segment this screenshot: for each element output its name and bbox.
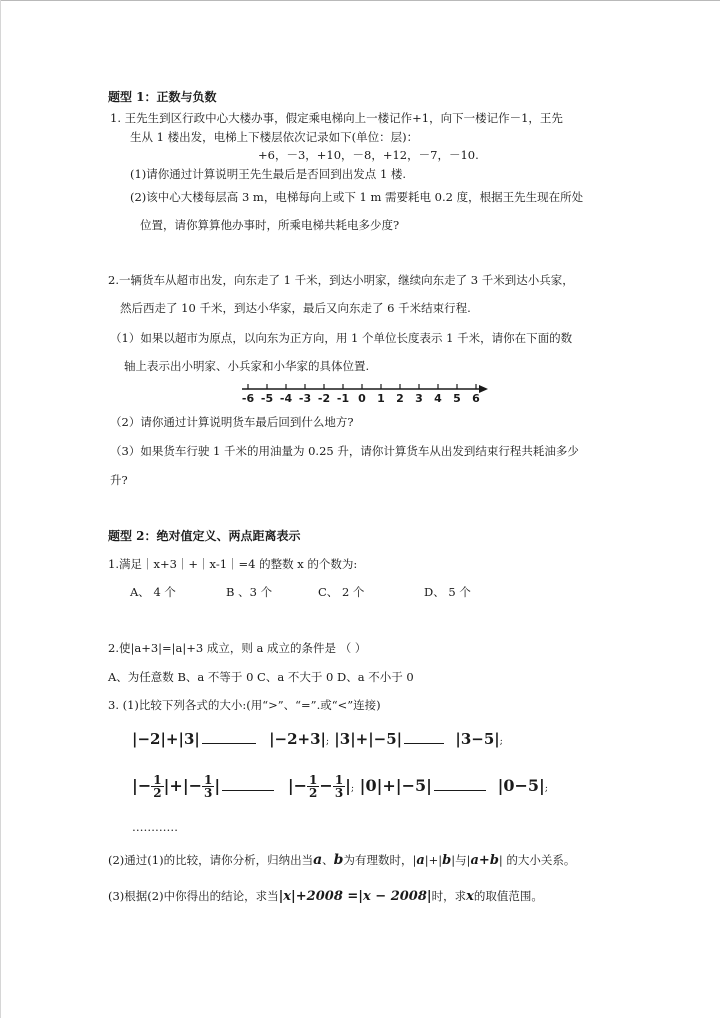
compare-row-2 bbox=[132, 769, 548, 806]
s2-q1-stem: 1.满足｜x+3｜+｜x-1｜=4 的整数 x 的个数为: bbox=[108, 557, 358, 571]
separator: ; bbox=[351, 784, 355, 794]
answer-blank-1[interactable] bbox=[202, 742, 256, 744]
axis-tick-label: 2 bbox=[396, 392, 404, 405]
q1-sub1: (1)请你通过计算说明王先生最后是否回到出发点 1 楼. bbox=[130, 167, 407, 181]
q2-sub1-line2: 轴上表示出小明家、小兵家和小华家的具体位置. bbox=[124, 359, 370, 373]
page-border-top bbox=[0, 0, 720, 1]
axis-tick-label: 3 bbox=[415, 392, 423, 405]
separator: ; bbox=[326, 737, 330, 747]
axis-tick-label: 0 bbox=[358, 392, 366, 405]
abs-close: |+|− bbox=[163, 776, 203, 795]
s2-q2-options: A、为任意数 B、a 不等于 0 C、a 不大于 0 D、a 不小于 0 bbox=[108, 670, 414, 684]
fraction-one-third: $\frac{1}{3}$ bbox=[334, 773, 344, 800]
s2-q1-option-a: A、 4 个 bbox=[130, 585, 176, 599]
fraction-one-half: $\frac{1}{2}$ bbox=[153, 773, 162, 800]
s2-q1-option-b: B 、3 个 bbox=[226, 585, 273, 599]
q1-sub2-line2: 位置，请你算算他办事时，所乘电梯共耗电多少度? bbox=[140, 218, 400, 232]
axis-tick-label: -3 bbox=[298, 392, 312, 405]
abs-close: | bbox=[345, 776, 351, 795]
axis-tick-label: 1 bbox=[377, 392, 385, 405]
separator: ; bbox=[544, 784, 548, 794]
axis-tick-label: -4 bbox=[279, 392, 293, 405]
fraction-one-third: $\frac{1}{3}$ bbox=[204, 773, 213, 800]
section1-title: 题型 1：正数与负数 bbox=[108, 90, 217, 104]
q1-records: +6，－3，+10，－8，+12，－7，－10. bbox=[258, 148, 479, 162]
q2-line1: 2.一辆货车从超市出发，向东走了 1 千米，到达小明家，继续向东走了 3 千米到达小兵家， bbox=[108, 273, 574, 287]
section2-title: 题型 2：绝对值定义、两点距离表示 bbox=[108, 529, 301, 543]
s2-q1-option-d: D、 5 个 bbox=[424, 585, 471, 599]
axis-tick-label: -5 bbox=[260, 392, 274, 405]
axis-tick-label: 5 bbox=[453, 392, 461, 405]
expr-abs-neg2plus3: |−2+3| bbox=[269, 730, 327, 748]
abs-open: |− bbox=[132, 776, 152, 795]
q2-sub3-line2: 升? bbox=[110, 473, 128, 487]
s2-q2-stem: 2.使|a+3|=|a|+3 成立，则 a 成立的条件是 （ ） bbox=[108, 641, 367, 655]
number-line bbox=[236, 380, 494, 406]
axis-tick-label: -2 bbox=[317, 392, 331, 405]
abs-open: |− bbox=[287, 776, 308, 795]
ellipsis: ………… bbox=[132, 820, 178, 834]
q1-line2: 生从 1 楼出发，电梯上下楼层依次记录如下(单位：层)： bbox=[130, 130, 419, 144]
expr-abs0-plus-abs-neg5: |0|+|−5| bbox=[359, 776, 432, 795]
q2-sub1-line1: （1）如果以超市为原点，以向东为正方向，用 1 个单位长度表示 1 千米，请你在下面的数 bbox=[110, 331, 573, 345]
s2-q3-stem: 3. (1)比较下列各式的大小:(用“>”、“=”.或“<”连接) bbox=[108, 698, 381, 712]
equation-abs-x: |x|+2008 =|x − 2008| bbox=[278, 889, 432, 904]
fraction-one-half: $\frac{1}{2}$ bbox=[309, 773, 318, 800]
axis-tick-label: -1 bbox=[336, 392, 350, 405]
expr-abs3-plus-abs-neg5: |3|+|−5| bbox=[334, 730, 403, 748]
compare-row-1 bbox=[132, 730, 503, 751]
separator: ; bbox=[499, 737, 503, 747]
q2-sub3-line1: （3）如果货车行驶 1 千米的用油量为 0.25 升，请你计算货车从出发到结束行程共耗油多少 bbox=[110, 444, 579, 458]
answer-blank-4[interactable] bbox=[434, 789, 486, 791]
minus: − bbox=[319, 776, 333, 795]
s2-q3-sub2: (2)通过(1)的比较，请你分析，归纳出当a、b为有理数时，|a|+|b|与|a+b| 的大小关系。 bbox=[108, 852, 576, 868]
page-border-left bbox=[0, 0, 1, 1018]
expr-abs-3minus5: |3−5| bbox=[455, 730, 500, 748]
answer-blank-3[interactable] bbox=[222, 789, 274, 791]
abs-close: | bbox=[214, 776, 221, 795]
s2-q1-option-c: C、 2 个 bbox=[318, 585, 365, 599]
q1-line1: 1. 王先生到区行政中心大楼办事，假定乘电梯向上一楼记作+1，向下一楼记作－1，王先 bbox=[110, 111, 563, 125]
axis-tick-label: 4 bbox=[434, 392, 442, 405]
axis-tick-label: -6 bbox=[241, 392, 255, 405]
q1-sub2-line1: (2)该中心大楼每层高 3 m，电梯每向上或下 1 m 需要耗电 0.2 度，根据王先生现在所处 bbox=[130, 190, 584, 204]
expr-abs-0minus5: |0−5| bbox=[497, 776, 545, 795]
s2-q3-sub3: (3)根据(2)中你得出的结论，求当|x|+2008 =|x − 2008|时，求x的取值范围。 bbox=[108, 889, 543, 904]
axis-tick-label: 6 bbox=[472, 392, 480, 405]
answer-blank-2[interactable] bbox=[404, 742, 444, 744]
q2-line2: 然后西走了 10 千米，到达小华家，最后又向东走了 6 千米结束行程. bbox=[120, 301, 471, 315]
q2-sub2: （2）请你通过计算说明货车最后回到什么地方? bbox=[110, 415, 354, 429]
expr-abs-neg2-plus-abs3: |−2|+|3| bbox=[132, 730, 200, 748]
